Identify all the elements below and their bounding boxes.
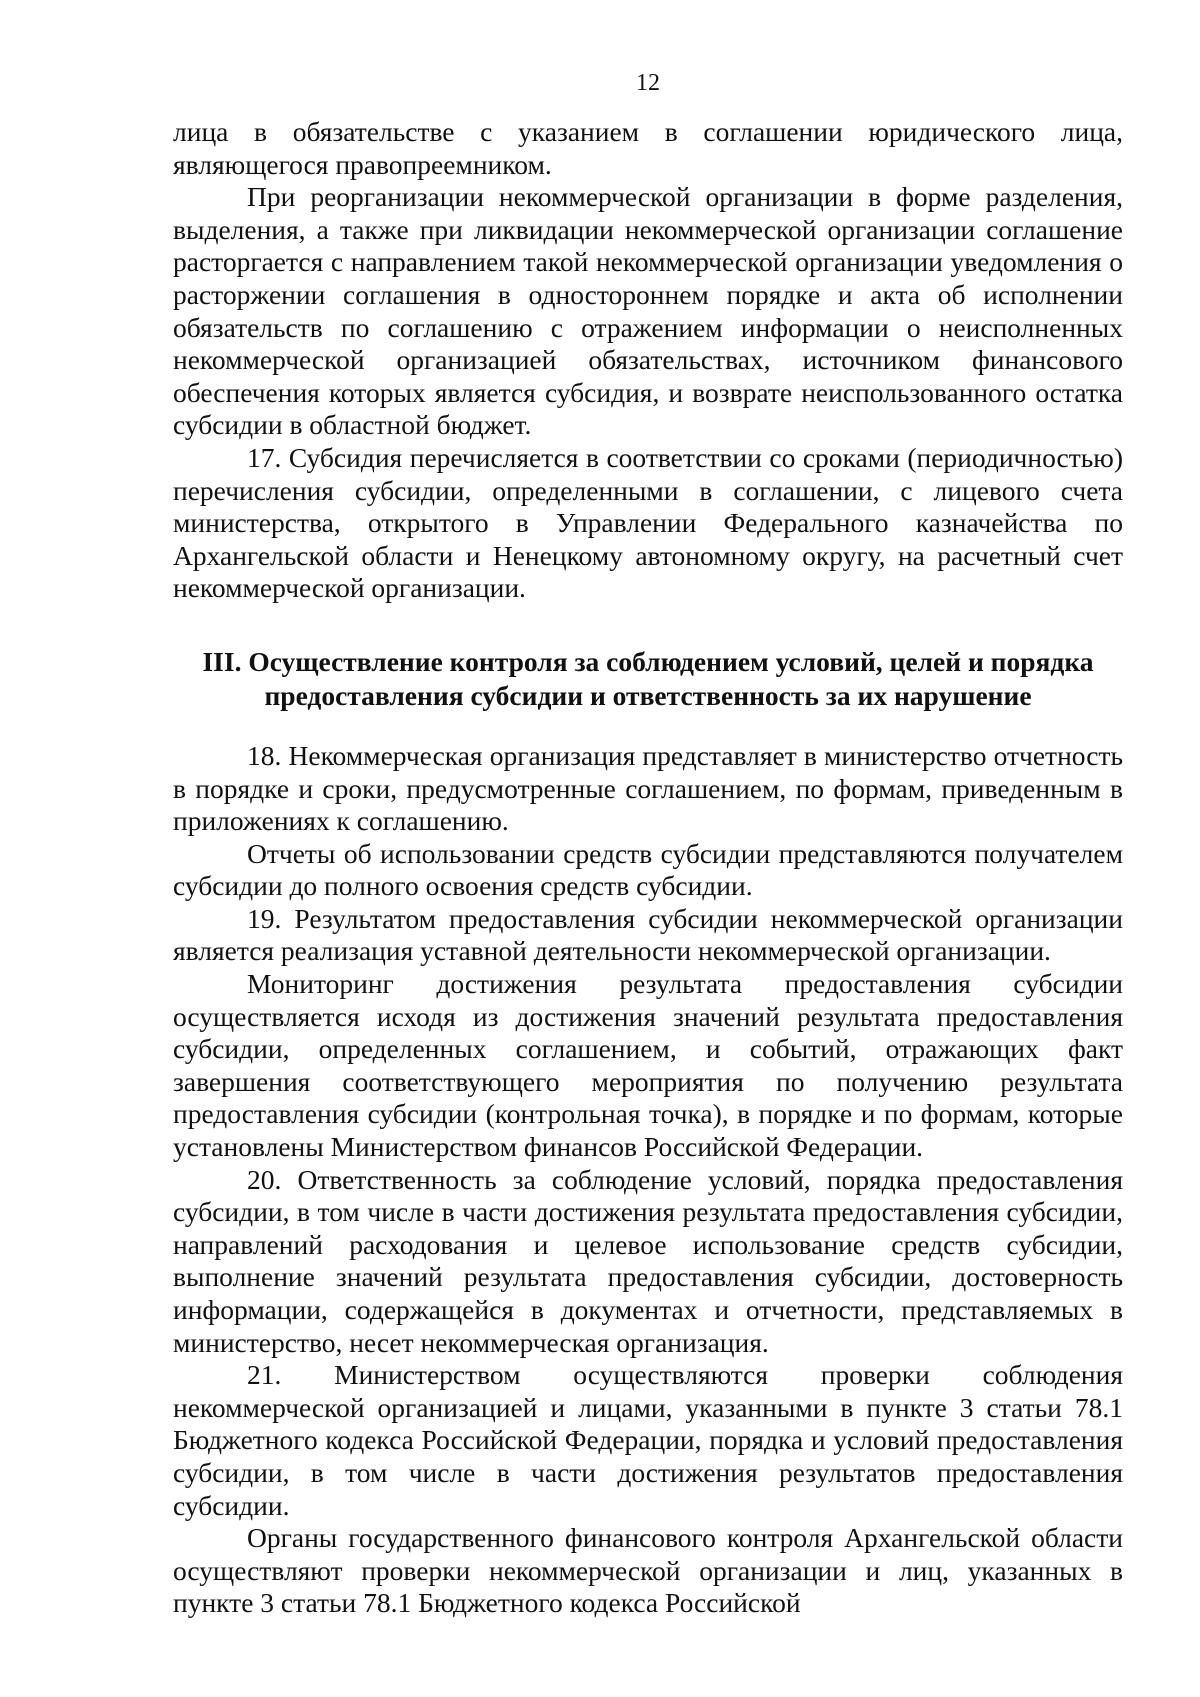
- paragraph-21: 21. Министерством осуществляются проверки соблюдения некоммерческой организацией и лицами, указанными в пункте 3 статьи 78.1 Бюджетного кодекса Российской Федерации, порядка и условий предоставления субсидии, в том числе в части достижения результатов предоставления субсидии.: [173, 1359, 1123, 1521]
- paragraph-19: 19. Результатом предоставления субсидии некоммерческой организации является реализация уставной деятельности некоммерческой организации.: [173, 902, 1123, 967]
- document-body: [173, 116, 1123, 1620]
- paragraph-20: 20. Ответственность за соблюдение условий, порядка предоставления субсидии, в том числе в части достижения результата предоставления субсидии, направлений расходования и целевое использование средств субсидии, выполнение значений результата предоставления субсидии, достоверность информации, содержащейся в документах и отчетности, представляемых в министерство, несет некоммерческая организация.: [173, 1163, 1123, 1358]
- paragraph-reorganization: При реорганизации некоммерческой организации в форме разделения, выделения, а также при ликвидации некоммерческой организации соглашение расторгается с направлением такой некоммерческой организации уведомления о расторжении соглашения в одностороннем порядке и акта об исполнении обязательств по соглашению с отражением информации о неисполненных некоммерческой организацией обязательствах, источником финансового обеспечения которых является субсидия, и возврате неиспользованного остатка субсидии в областной бюджет.: [173, 181, 1123, 441]
- section-heading-line-1: III. Осуществление контроля за соблюдением условий, целей и порядка: [202, 645, 1094, 677]
- paragraph-17: 17. Субсидия перечисляется в соответствии со сроками (периодичностью) перечисления субсидии, определенными в соглашении, с лицевого счета министерства, открытого в Управлении Федерального казначейства по Архангельской области и Ненецкому автономному округу, на расчетный счет некоммерческой организации.: [173, 441, 1123, 604]
- paragraph-control-bodies: Органы государственного финансового контроля Архангельской области осуществляют проверки некоммерческой организации и лиц, указанных в пункте 3 статьи 78.1 Бюджетного кодекса Российской: [173, 1522, 1123, 1619]
- paragraph-continuation: лица в обязательстве с указанием в соглашении юридического лица, являющегося правопреемником.: [173, 116, 1123, 180]
- page-number: 12: [636, 70, 660, 96]
- paragraph-18: 18. Некоммерческая организация представляет в министерство отчетность в порядке и сроки, предусмотренные соглашением, по формам, приведенным в приложениях к соглашению.: [173, 739, 1123, 837]
- section-heading: [173, 645, 1123, 713]
- paragraph-reports: Отчеты об использовании средств субсидии представляются получателем субсидии до полного освоения средств субсидии.: [173, 837, 1123, 902]
- section-heading-line-2: предоставления субсидии и ответственность за их нарушение: [264, 679, 1032, 711]
- paragraph-monitoring: Мониторинг достижения результата предоставления субсидии осуществляется исходя из достижения значений результата предоставления субсидии, определенных соглашением, и событий, отражающих факт завершения соответствующего мероприятия по получению результата предоставления субсидии (контрольная точка), в порядке и по формам, которые установлены Министерством финансов Российской Федерации.: [173, 968, 1123, 1163]
